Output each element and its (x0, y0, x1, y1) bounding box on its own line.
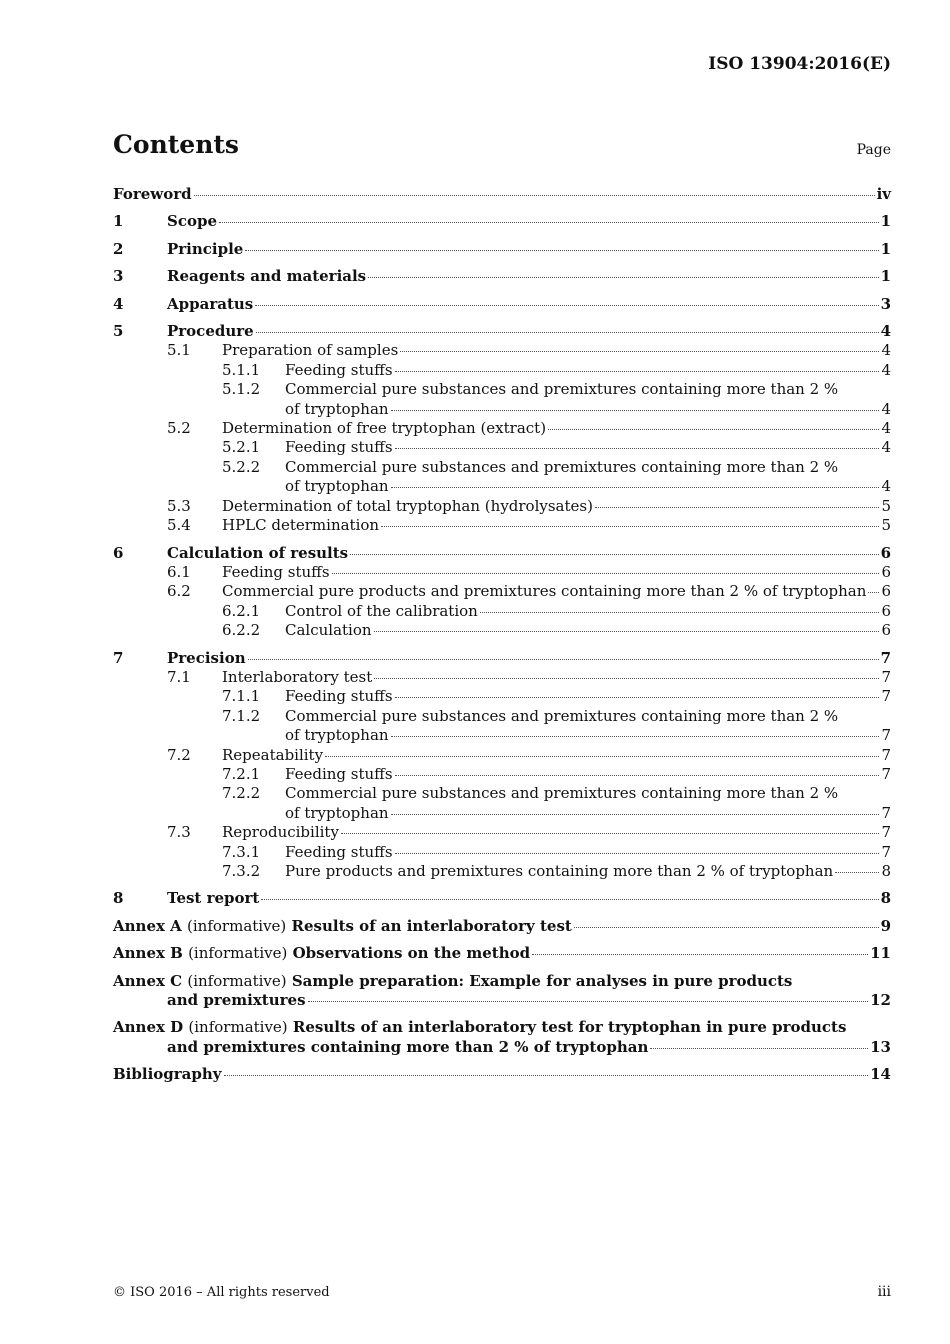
toc-page: 6 (880, 543, 891, 562)
toc-page: 6 (881, 601, 891, 620)
leader-dots (341, 832, 880, 834)
annex-title: Observations on the method (292, 944, 531, 963)
toc-number: 6.1 (167, 562, 191, 581)
toc-entry-6-2-2[interactable] (113, 621, 891, 640)
leader-dots (532, 953, 868, 955)
leader-dots (650, 1047, 868, 1049)
toc-entry-annex-a[interactable] (113, 917, 891, 936)
toc-page: 4 (881, 438, 891, 457)
toc-number: 7.2.1 (222, 764, 261, 783)
toc-entry-5-3[interactable] (113, 497, 891, 516)
toc-page: 6 (881, 621, 891, 640)
toc-title-line1: Commercial pure substances and premixtures containing more than 2 % (285, 457, 839, 476)
toc-page: 4 (881, 360, 891, 379)
toc-entry-5-1-1[interactable] (113, 361, 891, 380)
toc-title: Feeding stuffs (285, 842, 393, 861)
toc-entry-annex-c[interactable] (113, 972, 891, 1011)
toc-title: Interlaboratory test (222, 667, 373, 686)
leader-dots (350, 553, 878, 555)
toc-number: 6.2.2 (222, 621, 261, 640)
toc-page: 4 (881, 419, 891, 438)
toc-title: Feeding stuffs (285, 687, 393, 706)
toc-title: Commercial pure products and premixtures containing more than 2 % of tryptophan (222, 582, 867, 601)
toc-entry-7-2-2[interactable] (113, 784, 891, 823)
leader-dots (480, 611, 880, 613)
leader-dots (395, 447, 880, 449)
annex-informative: (informative) (187, 971, 287, 990)
toc-entry-reagents[interactable] (113, 267, 891, 286)
leader-dots (548, 428, 879, 430)
toc-page: 4 (881, 477, 891, 496)
toc-title: Preparation of samples (222, 341, 399, 360)
toc-entry-7-2[interactable] (113, 746, 891, 765)
toc-page: 7 (881, 803, 891, 822)
toc-title: Test report (167, 889, 260, 908)
toc-page: 14 (870, 1065, 891, 1084)
toc-page: 11 (870, 944, 891, 963)
toc-entry-scope[interactable] (113, 212, 891, 231)
toc-title: Pure products and premixtures containing more than 2 % of tryptophan (285, 862, 834, 880)
toc-number: 6.2 (167, 582, 191, 601)
toc-title: Control of the calibration (285, 601, 478, 620)
footer-copyright: © ISO 2016 – All rights reserved (113, 1285, 330, 1300)
toc-entry-7-3-2[interactable] (113, 862, 891, 881)
toc-page: 7 (881, 823, 891, 842)
toc-page: 7 (881, 745, 891, 764)
contents-title: Contents (113, 130, 240, 159)
toc-number: 7.2.2 (222, 784, 261, 803)
toc-number: 6 (113, 543, 124, 562)
toc-title: Feeding stuffs (285, 764, 393, 783)
leader-dots (255, 304, 878, 306)
toc-entry-6-1[interactable] (113, 563, 891, 582)
toc-title: Feeding stuffs (285, 360, 393, 379)
toc-page: 4 (881, 399, 891, 418)
toc-title: Reagents and materials (167, 267, 367, 286)
leader-dots (308, 1000, 869, 1002)
toc-number: 7.1 (167, 667, 191, 686)
annex-informative: (informative) (188, 1018, 288, 1037)
leader-dots (325, 755, 879, 757)
leader-dots (194, 194, 875, 196)
toc-entry-5-1-2[interactable] (113, 380, 891, 419)
toc-page: 3 (880, 294, 891, 313)
toc-page: 4 (880, 322, 891, 341)
toc-number: 5.3 (167, 496, 191, 515)
toc-page: 7 (881, 726, 891, 745)
toc-number: 5 (113, 322, 124, 341)
toc-title: Precision (167, 648, 246, 667)
leader-dots (868, 591, 879, 593)
toc-number: 7.3.1 (222, 842, 261, 861)
toc-entry-principle[interactable] (113, 240, 891, 259)
toc-number: 7.3.2 (222, 862, 261, 880)
leader-dots (332, 572, 880, 574)
leader-dots (224, 1074, 869, 1076)
leader-dots (245, 249, 878, 251)
leader-dots (835, 871, 879, 873)
toc-number: 3 (113, 267, 124, 286)
toc-title: Repeatability (222, 745, 324, 764)
toc-title: Principle (167, 239, 244, 258)
toc-page: 6 (881, 582, 891, 601)
toc-entry-7-3[interactable] (113, 823, 891, 842)
toc-page: 12 (870, 991, 891, 1010)
toc-entry-5-2[interactable] (113, 419, 891, 438)
toc-number: 4 (113, 294, 124, 313)
toc-page: 7 (880, 648, 891, 667)
leader-dots (391, 813, 880, 815)
toc-page: 5 (881, 496, 891, 515)
toc-number: 5.1 (167, 341, 191, 360)
toc-entry-5-2-1[interactable] (113, 438, 891, 457)
toc-entry-procedure[interactable] (113, 322, 891, 341)
leader-dots (574, 926, 879, 928)
toc-title-line1: Commercial pure substances and premixtures containing more than 2 % (285, 706, 839, 725)
toc-page: 7 (881, 667, 891, 686)
toc-entry-test-report[interactable] (113, 889, 891, 908)
toc-entry-6-2[interactable] (113, 582, 891, 601)
annex-title-line1: Sample preparation: Example for analyses in pure products (291, 971, 793, 990)
toc-page: iv (876, 185, 891, 203)
leader-dots (368, 276, 878, 278)
toc-entry-precision[interactable] (113, 649, 891, 668)
toc-page: 13 (870, 1037, 891, 1056)
toc-entry-calculation[interactable] (113, 544, 891, 563)
leader-dots (219, 221, 879, 223)
leader-dots (391, 735, 880, 737)
toc-number: 5.4 (167, 516, 191, 535)
annex-label: Annex C (113, 971, 183, 990)
leader-dots (374, 630, 880, 632)
footer-page-number: iii (877, 1284, 891, 1300)
table-of-contents (113, 185, 891, 1085)
toc-title: Scope (167, 212, 218, 231)
annex-informative: (informative) (188, 944, 288, 963)
annex-title: Results of an interlaboratory test (291, 916, 572, 935)
leader-dots (395, 774, 880, 776)
annex-label: Annex B (113, 944, 183, 963)
toc-title: Feeding stuffs (285, 438, 393, 457)
toc-title: Foreword (113, 185, 192, 203)
toc-title: Determination of free tryptophan (extract) (222, 419, 547, 438)
toc-entry-5-1[interactable] (113, 341, 891, 360)
toc-page: 1 (880, 212, 891, 231)
toc-title: Apparatus (167, 294, 254, 313)
toc-entry-7-2-1[interactable] (113, 765, 891, 784)
toc-page: 7 (881, 764, 891, 783)
toc-number: 5.1.2 (222, 380, 261, 399)
leader-dots (395, 370, 880, 372)
toc-entry-5-4[interactable] (113, 516, 891, 535)
toc-title-line2: of tryptophan (285, 477, 389, 496)
toc-entry-annex-b[interactable] (113, 944, 891, 963)
leader-dots (256, 331, 879, 333)
leader-dots (391, 486, 880, 488)
annex-title-line2: and premixtures containing more than 2 % of tryptophan (167, 1037, 649, 1056)
document-id: ISO 13904:2016(E) (708, 54, 891, 74)
toc-page: 1 (880, 239, 891, 258)
toc-entry-7-1-1[interactable] (113, 687, 891, 706)
toc-page: 8 (880, 889, 891, 908)
toc-page: 9 (880, 916, 891, 935)
leader-dots (395, 852, 880, 854)
toc-number: 5.1.1 (222, 360, 261, 379)
leader-dots (395, 696, 880, 698)
annex-title-line1: Results of an interlaboratory test for tryptophan in pure products (292, 1018, 847, 1037)
toc-page: 5 (881, 516, 891, 535)
toc-entry-7-1-2[interactable] (113, 707, 891, 746)
toc-title: Calculation (285, 621, 372, 640)
toc-entry-bibliography[interactable] (113, 1065, 891, 1084)
toc-title: HPLC determination (222, 516, 380, 535)
toc-title-line2: of tryptophan (285, 399, 389, 418)
toc-number: 1 (113, 212, 124, 231)
toc-entry-7-3-1[interactable] (113, 843, 891, 862)
toc-page: 1 (880, 267, 891, 286)
toc-page: 6 (881, 562, 891, 581)
annex-label: Annex A (113, 916, 182, 935)
toc-entry-5-2-2[interactable] (113, 458, 891, 497)
toc-number: 5.2.1 (222, 438, 261, 457)
toc-number: 8 (113, 889, 124, 908)
toc-page: 7 (881, 842, 891, 861)
leader-dots (400, 350, 879, 352)
toc-number: 6.2.1 (222, 601, 261, 620)
toc-title: Bibliography (113, 1065, 222, 1084)
toc-title: Procedure (167, 322, 254, 341)
toc-number: 7.1.1 (222, 687, 261, 706)
toc-entry-foreword[interactable] (113, 185, 891, 204)
toc-number: 5.2.2 (222, 457, 261, 476)
toc-entry-7-1[interactable] (113, 668, 891, 687)
toc-title: Calculation of results (167, 543, 349, 562)
toc-title: Reproducibility (222, 823, 339, 842)
leader-dots (261, 898, 878, 900)
toc-title-line2: of tryptophan (285, 803, 389, 822)
leader-dots (248, 658, 879, 660)
leader-dots (391, 409, 880, 411)
toc-number: 7.3 (167, 823, 191, 842)
toc-number: 5.2 (167, 419, 191, 438)
toc-entry-annex-d[interactable] (113, 1018, 891, 1057)
leader-dots (381, 525, 879, 527)
annex-title-line2: and premixtures (167, 991, 306, 1010)
toc-page: 8 (881, 862, 891, 880)
toc-number: 7 (113, 648, 124, 667)
toc-title: Feeding stuffs (222, 562, 330, 581)
toc-title-line1: Commercial pure substances and premixtures containing more than 2 % (285, 784, 839, 803)
leader-dots (374, 677, 879, 679)
annex-informative: (informative) (187, 916, 287, 935)
toc-number: 7.1.2 (222, 706, 261, 725)
leader-dots (595, 506, 879, 508)
toc-title-line2: of tryptophan (285, 726, 389, 745)
page-column-label: Page (856, 142, 891, 158)
toc-number: 7.2 (167, 745, 191, 764)
annex-label: Annex D (113, 1018, 184, 1037)
toc-entry-apparatus[interactable] (113, 295, 891, 314)
toc-page: 4 (881, 341, 891, 360)
toc-page: 7 (881, 687, 891, 706)
toc-number: 2 (113, 239, 124, 258)
toc-title-line1: Commercial pure substances and premixtures containing more than 2 % (285, 380, 839, 399)
toc-title: Determination of total tryptophan (hydrolysates) (222, 496, 593, 515)
toc-entry-6-2-1[interactable] (113, 602, 891, 621)
